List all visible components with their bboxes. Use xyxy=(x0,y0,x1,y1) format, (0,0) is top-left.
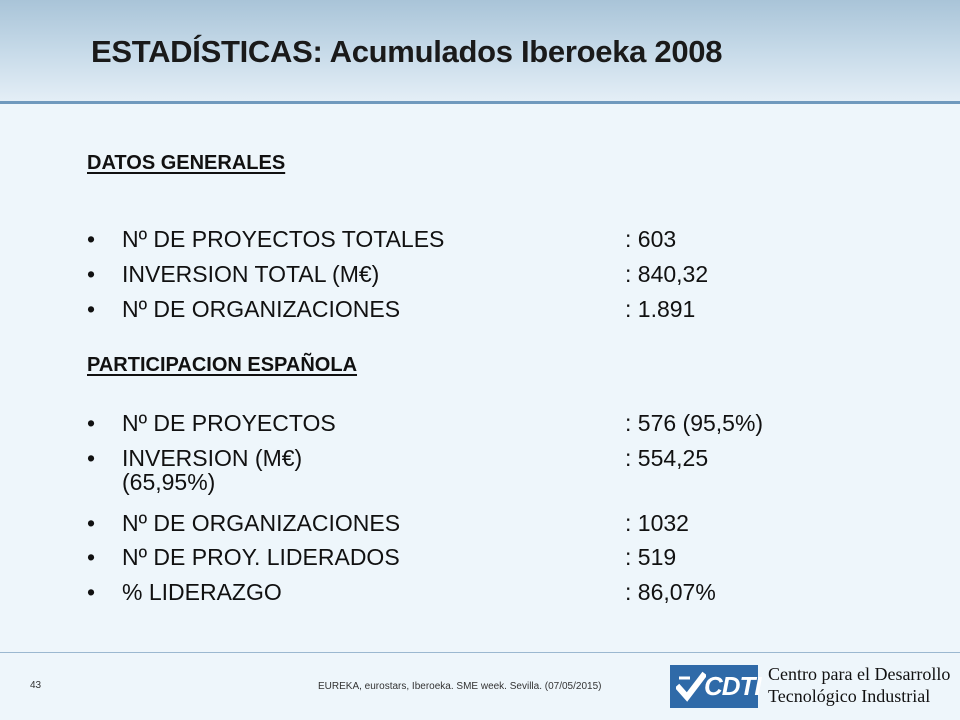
bullet-icon: • xyxy=(87,544,96,570)
bullet-icon: • xyxy=(87,261,96,287)
section-heading-participacion-espanola: PARTICIPACION ESPAÑOLA xyxy=(87,354,358,376)
logo-text: CDTI xyxy=(704,671,761,701)
item-value: : 519 xyxy=(625,544,677,570)
bullet-icon: • xyxy=(87,410,96,436)
item-label: % LIDERAZGO xyxy=(122,579,282,605)
org-name-line2: Tecnológico Industrial xyxy=(768,686,931,706)
footer-caption: EUREKA, eurostars, Iberoeka. SME week. Sevilla. (07/05/2015) xyxy=(318,681,602,692)
section-heading-datos-generales: DATOS GENERALES xyxy=(87,152,286,174)
bullet-icon: • xyxy=(87,296,96,322)
item-label: Nº DE ORGANIZACIONES xyxy=(122,296,401,322)
item-label: INVERSION TOTAL (M€) xyxy=(122,261,380,287)
item-value: : 1.891 xyxy=(625,296,696,322)
page-number: 43 xyxy=(30,680,42,691)
item-label: Nº DE PROYECTOS xyxy=(122,410,336,436)
bullet-icon: • xyxy=(87,445,96,471)
item-value: : 1032 xyxy=(625,510,689,536)
page-title: ESTADÍSTICAS: Acumulados Iberoeka 2008 xyxy=(91,34,723,69)
item-label: Nº DE PROY. LIDERADOS xyxy=(122,544,400,570)
bullet-icon: • xyxy=(87,510,96,536)
item-value: : 840,32 xyxy=(625,261,709,287)
cdti-logo xyxy=(670,665,761,708)
checkmark-icon xyxy=(676,671,706,703)
bullet-icon: • xyxy=(87,226,96,252)
header-band xyxy=(0,0,960,104)
item-label: INVERSION (M€) xyxy=(122,445,303,471)
footer-divider xyxy=(0,652,960,653)
item-value: : 554,25 xyxy=(625,445,709,471)
item-value: : 603 xyxy=(625,226,677,252)
item-label: Nº DE PROYECTOS TOTALES xyxy=(122,226,445,252)
org-name-line1: Centro para el Desarrollo xyxy=(768,664,951,684)
item-continuation: (65,95%) xyxy=(122,469,216,495)
bullet-icon: • xyxy=(87,579,96,605)
slide-content xyxy=(0,104,960,652)
item-label: Nº DE ORGANIZACIONES xyxy=(122,510,401,536)
item-value: : 86,07% xyxy=(625,579,716,605)
item-value: : 576 (95,5%) xyxy=(625,410,764,436)
